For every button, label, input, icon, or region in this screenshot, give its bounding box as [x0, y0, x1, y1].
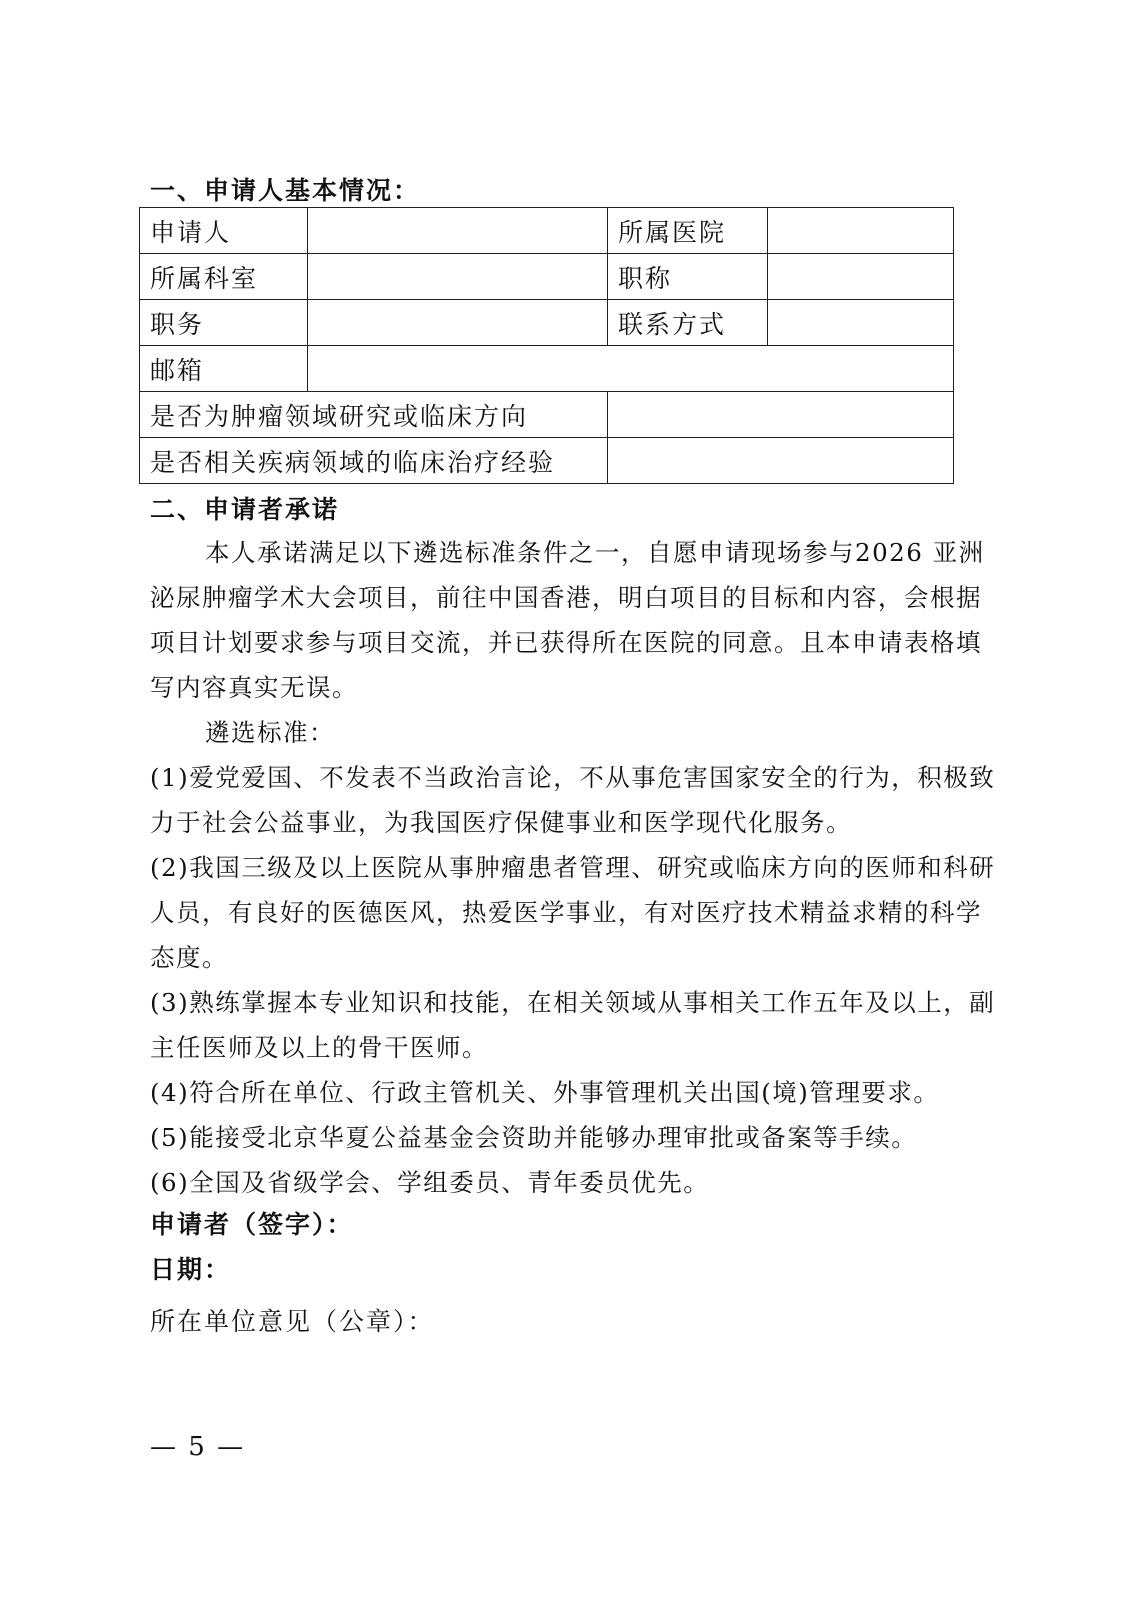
- criterion-item: (5)能接受北京华夏公益基金会资助并能够办理审批或备案等手续。: [150, 1123, 918, 1152]
- table-row: [140, 346, 954, 392]
- criterion-item: (4)符合所在单位、行政主管机关、外事管理机关出国(境)管理要求。: [150, 1078, 940, 1107]
- field-email[interactable]: [308, 346, 954, 392]
- section1-heading: 一、申请人基本情况：: [150, 176, 421, 205]
- date-label: 日期：: [150, 1255, 232, 1284]
- field-clinical-experience[interactable]: [608, 438, 954, 484]
- field-oncology-direction[interactable]: [608, 392, 954, 438]
- table-row: [140, 392, 954, 438]
- field-position[interactable]: [308, 300, 608, 346]
- criteria-title: 遴选标准：: [205, 718, 335, 747]
- commitment-paragraph: [150, 530, 995, 710]
- field-contact[interactable]: [768, 300, 954, 346]
- table-row: [140, 208, 954, 254]
- field-hospital[interactable]: [768, 208, 954, 254]
- applicant-signature-label: 申请者（签字）：: [150, 1210, 354, 1239]
- field-applicant[interactable]: [308, 208, 608, 254]
- label-department: 所属科室: [140, 254, 308, 300]
- label-hospital: 所属医院: [608, 208, 768, 254]
- commitment-text: 本人承诺满足以下遴选标准条件之一，自愿申请现场参与2026 亚洲泌尿肿瘤学术大会项目，前往中国香港，明白项目的目标和内容，会根据项目计划要求参与项目交流，并已获得所在医院的同意。且本申请表格填写内容真实无误。: [150, 538, 985, 702]
- label-clinical-experience: 是否相关疾病领域的临床治疗经验: [140, 438, 608, 484]
- unit-opinion-label: 所在单位意见（公章）：: [150, 1307, 435, 1336]
- label-applicant: 申请人: [140, 208, 308, 254]
- label-contact: 联系方式: [608, 300, 768, 346]
- criterion-item: (1)爱党爱国、不发表不当政治言论，不从事危害国家安全的行为，积极致力于社会公益事业，为我国医疗保健事业和医学现代化服务。: [150, 763, 996, 837]
- criterion-item: (3)熟练掌握本专业知识和技能，在相关领域从事相关工作五年及以上，副主任医师及以上的骨干医师。: [150, 988, 996, 1062]
- applicant-info-table: [139, 207, 954, 484]
- table-row: [140, 254, 954, 300]
- label-title: 职称: [608, 254, 768, 300]
- page-number: — 5 —: [150, 1432, 246, 1462]
- field-title[interactable]: [768, 254, 954, 300]
- section2-heading: 二、申请者承诺: [150, 495, 340, 524]
- criteria-title-block: [150, 710, 995, 755]
- field-department[interactable]: [308, 254, 608, 300]
- table-row: [140, 300, 954, 346]
- criterion-item: (2)我国三级及以上医院从事肿瘤患者管理、研究或临床方向的医师和科研人员，有良好的医德医风，热爱医学事业，有对医疗技术精益求精的科学态度。: [150, 853, 996, 972]
- table-row: [140, 438, 954, 484]
- criterion-item: (6)全国及省级学会、学组委员、青年委员优先。: [150, 1168, 710, 1197]
- label-email: 邮箱: [140, 346, 308, 392]
- label-position: 职务: [140, 300, 308, 346]
- label-oncology-direction: 是否为肿瘤领域研究或临床方向: [140, 392, 608, 438]
